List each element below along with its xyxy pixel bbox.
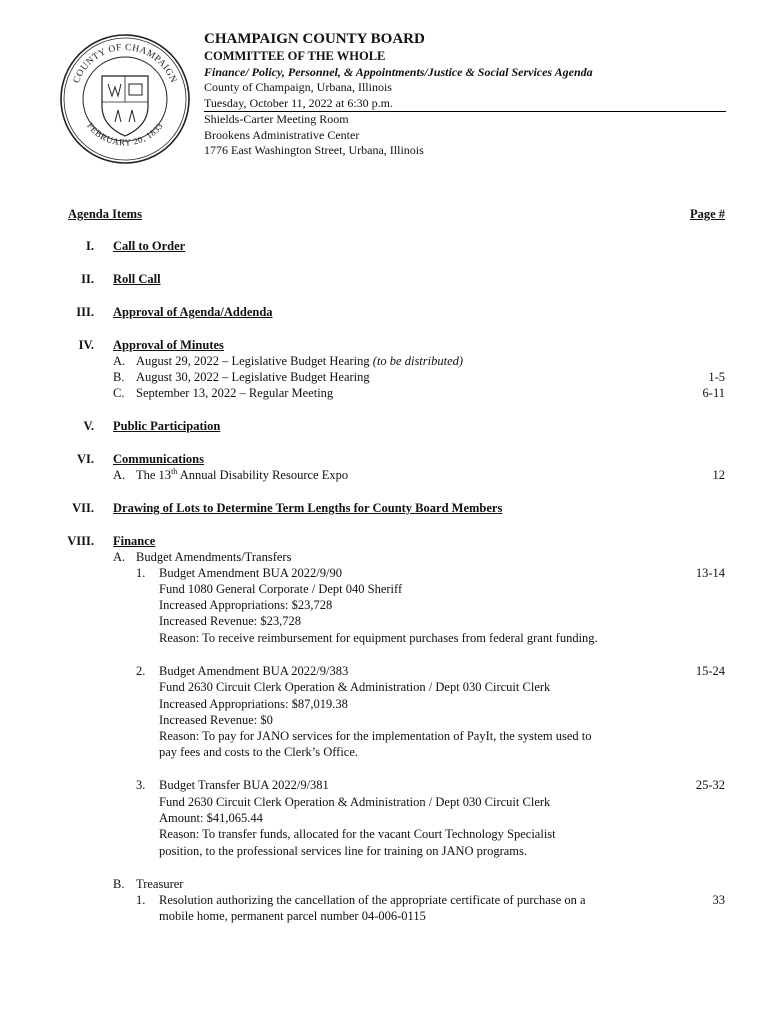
entry-number: 1.: [136, 893, 146, 907]
agenda-items-heading: Agenda Items: [68, 207, 142, 221]
page-ref: 12: [712, 468, 725, 482]
page-ref: 1-5: [708, 370, 725, 384]
committee-name: COMMITTEE OF THE WHOLE: [204, 49, 386, 63]
entry-line: Reason: To receive reimbursement for equipment purchases from federal grant funding.: [159, 631, 598, 645]
seal-bottom-text: FEBRUARY 20, 1833: [85, 120, 165, 148]
item-title: Roll Call: [113, 272, 161, 286]
entry-line: Reason: To transfer funds, allocated for the vacant Court Technology Specialist: [159, 827, 556, 841]
entry-line: Increased Revenue: $23,728: [159, 614, 301, 628]
page-ref: 33: [712, 893, 725, 907]
minutes-line-b: August 30, 2022 – Legislative Budget Hearing: [136, 370, 370, 384]
finance-section-b-label: B.: [113, 877, 125, 891]
item-title: Communications: [113, 452, 204, 466]
page-ref: 15-24: [695, 664, 725, 678]
entry-line: Resolution authorizing the cancellation of the appropriate certificate of purchase on a: [159, 893, 586, 907]
entry-line: Increased Appropriations: $23,728: [159, 598, 333, 612]
entry-line: Budget Amendment BUA 2022/9/383: [159, 664, 349, 678]
agenda-type: Finance/ Policy, Personnel, & Appointments/Justice & Social Services Agenda: [204, 65, 593, 79]
finance-section-a-label: A.: [113, 550, 126, 564]
entry-line: pay fees and costs to the Clerk’s Office.: [159, 745, 359, 759]
minutes-line-c: September 13, 2022 – Regular Meeting: [136, 386, 334, 400]
minutes-note: (to be distributed): [372, 354, 464, 368]
item-numeral: VI.: [76, 452, 94, 466]
item-numeral: V.: [83, 419, 94, 433]
entry-number: 3.: [136, 778, 146, 792]
communications-line-a: The 13th Annual Disability Resource Expo: [136, 467, 349, 482]
page-ref: 25-32: [695, 778, 725, 792]
county-location: County of Champaign, Urbana, Illinois: [204, 80, 392, 94]
finance-section-b-title: Treasurer: [136, 877, 184, 891]
minutes-label-b: B.: [113, 370, 125, 384]
seal-top-text: COUNTY OF CHAMPAIGN: [71, 42, 179, 85]
page-ref: 6-11: [702, 386, 725, 400]
entry-line: Amount: $41,065.44: [159, 811, 263, 825]
svg-text:FEBRUARY 20, 1833: [85, 121, 165, 148]
item-title: Approval of Minutes: [113, 338, 224, 352]
entry-number: 1.: [136, 566, 146, 580]
meeting-room: Shields-Carter Meeting Room: [204, 112, 349, 127]
item-numeral: I.: [86, 239, 94, 253]
entry-line: mobile home, permanent parcel number 04-006-0115: [159, 909, 426, 923]
board-title: CHAMPAIGN COUNTY BOARD: [204, 31, 425, 47]
item-numeral: IV.: [78, 338, 94, 352]
communications-label-a: A.: [113, 468, 126, 482]
finance-section-a-title: Budget Amendments/Transfers: [136, 550, 292, 564]
entry-line: Fund 1080 General Corporate / Dept 040 Sheriff: [159, 582, 403, 596]
meeting-building: Brookens Administrative Center: [204, 127, 360, 142]
minutes-label-c: C.: [113, 386, 125, 400]
minutes-label-a: A.: [113, 354, 126, 368]
page-number-heading: Page #: [689, 207, 725, 221]
item-title: Call to Order: [113, 239, 186, 253]
page-ref: 13-14: [695, 566, 725, 580]
entry-line: Increased Appropriations: $87,019.38: [159, 697, 348, 711]
entry-line: position, to the professional services line for training on JANO programs.: [159, 844, 527, 858]
item-title: Public Participation: [113, 419, 221, 433]
item-title: Approval of Agenda/Addenda: [113, 305, 273, 319]
meeting-header: [204, 31, 726, 159]
item-title: Drawing of Lots to Determine Term Lengths for County Board Members: [113, 501, 503, 515]
entry-line: Reason: To pay for JANO services for the implementation of PayIt, the system used to: [159, 729, 592, 743]
entry-line: Budget Transfer BUA 2022/9/381: [159, 778, 329, 792]
entry-line: Budget Amendment BUA 2022/9/90: [159, 566, 342, 580]
meeting-datetime: Tuesday, October 11, 2022 at 6:30 p.m.: [204, 96, 726, 113]
item-numeral: III.: [76, 305, 94, 319]
item-title: Finance: [113, 534, 156, 548]
entry-line: Fund 2630 Circuit Clerk Operation & Administration / Dept 030 Circuit Clerk: [159, 795, 551, 809]
meeting-address: 1776 East Washington Street, Urbana, Illinois: [204, 143, 424, 158]
item-numeral: VII.: [72, 501, 94, 515]
entry-line: Fund 2630 Circuit Clerk Operation & Administration / Dept 030 Circuit Clerk: [159, 680, 551, 694]
minutes-line-a: August 29, 2022 – Legislative Budget Hearing (to be distributed): [136, 354, 464, 368]
county-seal: [58, 32, 192, 166]
item-numeral: VIII.: [67, 534, 94, 548]
item-numeral: II.: [81, 272, 94, 286]
entry-line: Increased Revenue: $0: [159, 713, 273, 727]
entry-number: 2.: [136, 664, 146, 678]
